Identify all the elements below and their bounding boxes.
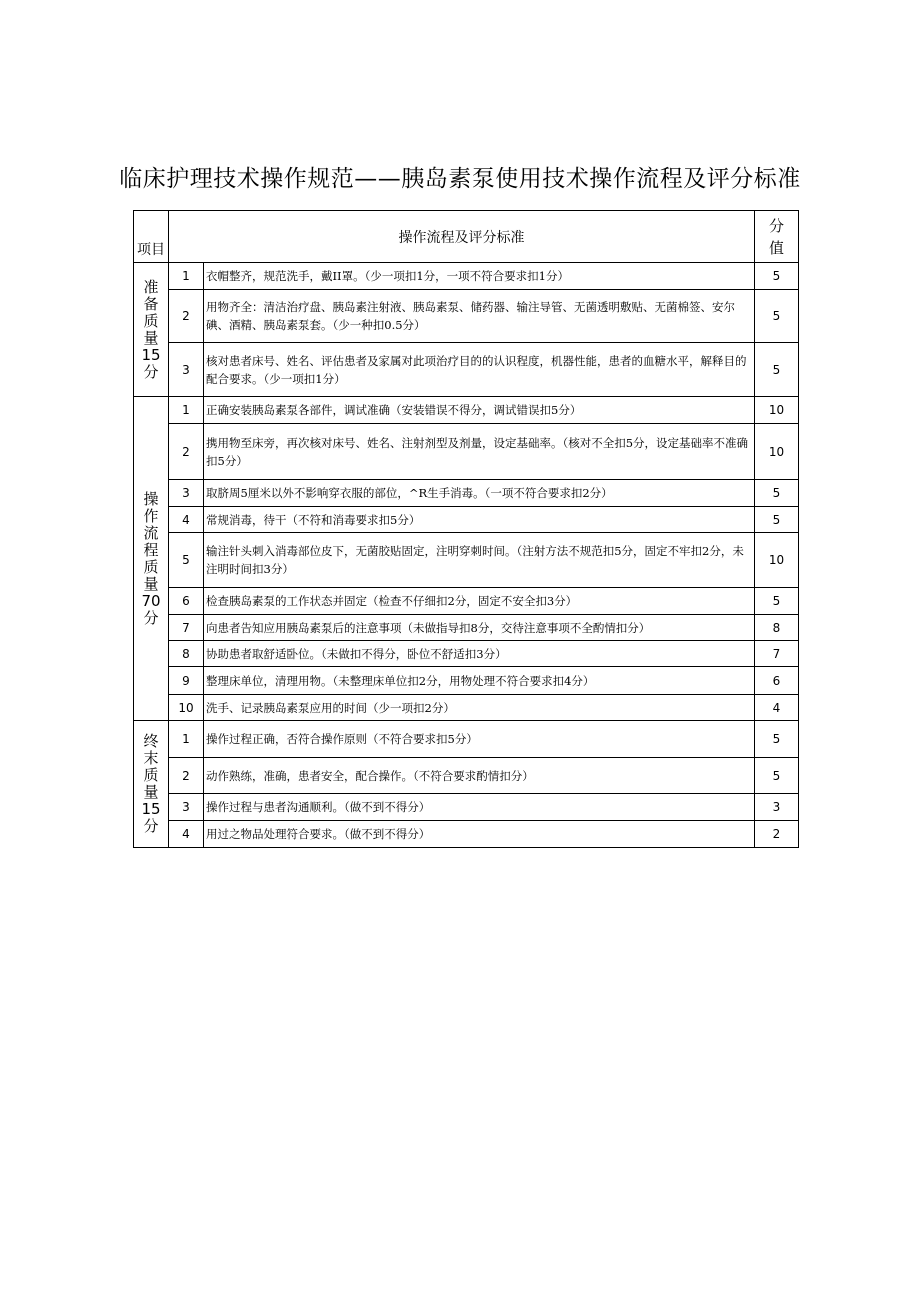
row-score: 5 [755,721,799,758]
row-score: 10 [755,397,799,424]
page-title: 临床护理技术操作规范——胰岛素泵使用技术操作流程及评分标准 [119,166,801,192]
row-number: 2 [169,758,204,794]
row-description: 携用物至床旁，再次核对床号、姓名、注射剂型及剂量，设定基础率。（核对不全扣5分，设定基础率不准确扣5分） [204,424,755,480]
table-row [134,480,799,507]
row-number: 10 [169,695,204,721]
table-row [134,263,799,290]
row-number: 6 [169,588,204,615]
section-label-process: 操 作 流 程 质 量 70 分 [134,397,169,721]
row-description: 正确安装胰岛素泵各部件，调试准确（安装错误不得分，调试错误扣5分） [204,397,755,424]
row-description: 协助患者取舒适卧位。（未做扣不得分，卧位不舒适扣3分） [204,641,755,667]
row-description: 衣帽整齐，规范洗手，戴II罩。（少一项扣1分，一项不符合要求扣1分） [204,263,755,290]
row-description: 动作熟练，准确，患者安全，配合操作。（不符合要求酌情扣分） [204,758,755,794]
row-score: 5 [755,758,799,794]
table-row [134,424,799,480]
table-row [134,821,799,848]
row-score: 5 [755,263,799,290]
row-number: 1 [169,721,204,758]
section-label-prep: 准 备 质 量 15 分 [134,263,169,397]
table-header-row [134,211,799,263]
table-row [134,588,799,615]
row-score: 5 [755,507,799,533]
row-description: 向患者告知应用胰岛素泵后的注意事项（未做指导扣8分，交待注意事项不全酌情扣分） [204,615,755,641]
row-number: 2 [169,424,204,480]
row-description: 整理床单位，清理用物。（未整理床单位扣2分，用物处理不符合要求扣4分） [204,667,755,695]
row-number: 5 [169,533,204,588]
row-score: 2 [755,821,799,848]
row-number: 4 [169,821,204,848]
row-number: 3 [169,343,204,397]
row-description: 操作过程正确，否符合操作原则（不符合要求扣5分） [204,721,755,758]
row-score: 5 [755,588,799,615]
header-item: 项目 [134,211,169,263]
row-description: 操作过程与患者沟通顺利。（做不到不得分） [204,794,755,821]
row-number: 4 [169,507,204,533]
row-description: 检查胰岛素泵的工作状态并固定（检查不仔细扣2分，固定不安全扣3分） [204,588,755,615]
section-label-final: 终 末 质 量 15 分 [134,721,169,848]
row-score: 5 [755,343,799,397]
row-score: 8 [755,615,799,641]
row-score: 10 [755,424,799,480]
table-row [134,721,799,758]
table-row [134,615,799,641]
row-number: 2 [169,290,204,343]
table-row [134,343,799,397]
row-description: 取脐周5厘米以外不影响穿衣服的部位，^R生手消毒。（一项不符合要求扣2分） [204,480,755,507]
row-number: 9 [169,667,204,695]
row-score: 3 [755,794,799,821]
row-number: 1 [169,397,204,424]
table-row [134,641,799,667]
table-row [134,533,799,588]
row-number: 8 [169,641,204,667]
row-description: 输注针头刺入消毒部位皮下，无菌胶贴固定，注明穿刺时间。（注射方法不规范扣5分，固定不牢扣2分，未注明时间扣3分） [204,533,755,588]
row-number: 7 [169,615,204,641]
table-row [134,695,799,721]
table-row [134,290,799,343]
row-score: 10 [755,533,799,588]
row-description: 常规消毒，待干（不符和消毒要求扣5分） [204,507,755,533]
row-number: 3 [169,794,204,821]
row-description: 洗手、记录胰岛素泵应用的时间（少一项扣2分） [204,695,755,721]
header-standard: 操作流程及评分标准 [169,211,755,263]
row-score: 5 [755,290,799,343]
table-row [134,794,799,821]
table-row [134,667,799,695]
row-number: 1 [169,263,204,290]
header-score: 分 值 [755,211,799,263]
row-description: 用物齐全：清洁治疗盘、胰岛素注射液、胰岛素泵、储药器、输注导管、无菌透明敷贴、无菌棉签、安尔碘、酒精、胰岛素泵套。（少一种扣0.5分） [204,290,755,343]
row-score: 7 [755,641,799,667]
row-score: 6 [755,667,799,695]
scoring-table [133,210,799,848]
row-score: 4 [755,695,799,721]
table-row [134,507,799,533]
row-score: 5 [755,480,799,507]
row-number: 3 [169,480,204,507]
row-description: 核对患者床号、姓名、评估患者及家属对此项治疗目的的认识程度，机器性能，患者的血糖水平，解释目的配合要求。（少一项扣1分） [204,343,755,397]
table-row [134,397,799,424]
table-row [134,758,799,794]
row-description: 用过之物品处理符合要求。（做不到不得分） [204,821,755,848]
